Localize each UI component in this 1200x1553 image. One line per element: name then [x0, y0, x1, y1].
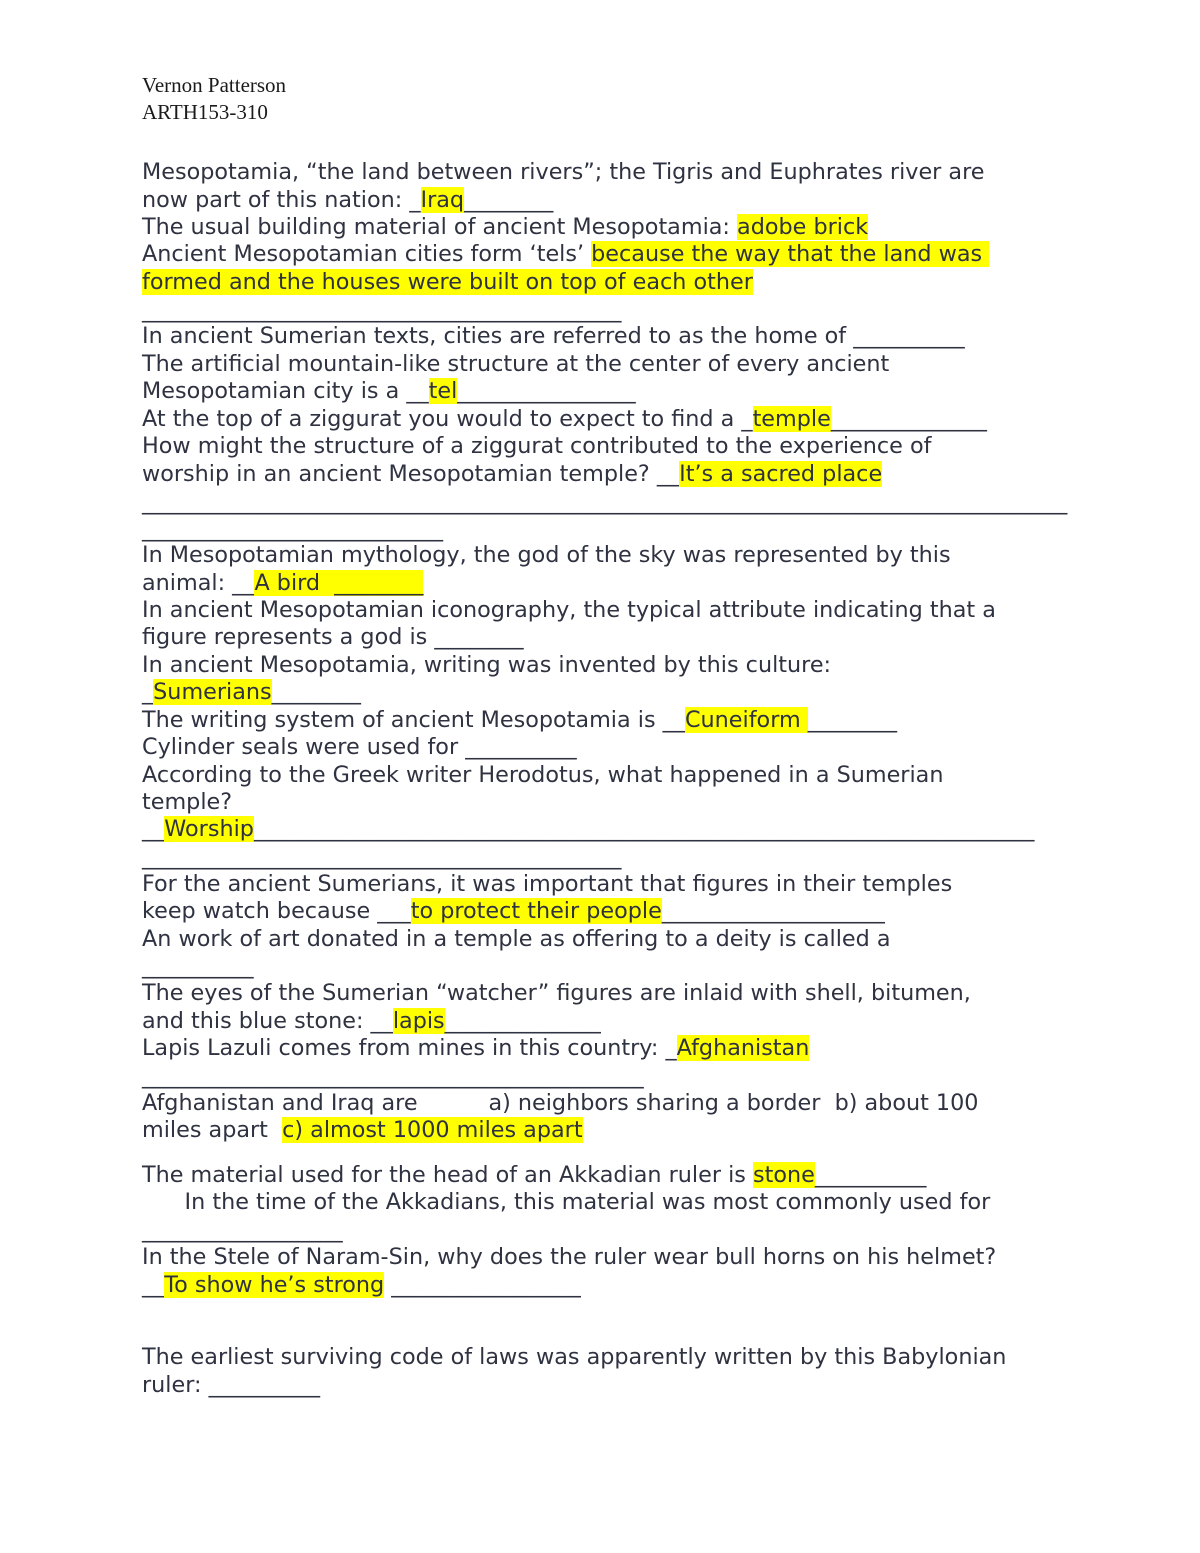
worksheet-line	[142, 569, 423, 597]
line-text: According to the Greek writer Herodotus, what happened in a Sumerian	[142, 762, 944, 788]
line-text: keep watch because ___	[142, 898, 411, 924]
worksheet-line	[142, 1089, 978, 1117]
worksheet-line	[142, 1034, 809, 1062]
worksheet-line	[142, 541, 951, 569]
highlighted-answer: Afghanistan	[676, 1035, 810, 1061]
highlighted-answer: formed and the houses were built on top of each other	[142, 269, 753, 295]
worksheet-line	[142, 761, 943, 789]
worksheet-line	[142, 788, 232, 816]
worksheet-line	[142, 733, 577, 761]
line-text: The material used for the head of an Akkadian ruler is	[142, 1162, 753, 1188]
highlighted-answer: Worship	[164, 816, 254, 842]
worksheet-line	[142, 678, 361, 706]
worksheet-line	[142, 350, 889, 378]
line-text: The usual building material of ancient Mesopotamia:	[142, 214, 738, 240]
highlighted-answer: It’s a sacred place	[679, 461, 883, 487]
line-text: ______________	[444, 1008, 601, 1034]
line-text: The earliest surviving code of laws was apparently written by this Babylonian	[142, 1344, 1007, 1370]
line-text: and this blue stone: __	[142, 1008, 393, 1034]
worksheet-line	[142, 651, 831, 679]
line-text: In the Stele of Naram-Sin, why does the ruler wear bull horns on his helmet?	[142, 1244, 997, 1270]
line-text: In ancient Mesopotamian iconography, the typical attribute indicating that a	[142, 597, 996, 623]
line-text: __________	[814, 1162, 927, 1188]
line-text: ________	[464, 187, 554, 213]
line-text: __________________	[142, 1217, 343, 1243]
line-text: __	[142, 1272, 165, 1298]
line-text: __________	[142, 953, 254, 979]
worksheet-line	[142, 515, 443, 543]
worksheet-line	[142, 843, 621, 871]
worksheet-line	[142, 1343, 1006, 1371]
worksheet-line	[142, 706, 897, 734]
student-name: Vernon Patterson	[142, 73, 287, 97]
worksheet-line	[142, 870, 952, 898]
line-text: miles apart	[142, 1117, 283, 1143]
line-text: worship in an ancient Mesopotamian temple? __	[142, 461, 680, 487]
line-text: ___________________________________________________________________________________	[142, 489, 1068, 515]
highlighted-answer: temple	[752, 406, 831, 432]
line-text: ruler: __________	[142, 1372, 321, 1398]
worksheet-line	[142, 488, 1067, 516]
worksheet-line	[142, 1116, 583, 1144]
line-text: ________	[271, 679, 361, 705]
highlighted-answer: adobe brick	[737, 214, 869, 240]
line-text: Mesopotamia, “the land between rivers”; the Tigris and Euphrates river are	[142, 159, 985, 185]
line-text: _____________________________________________	[142, 1063, 644, 1089]
line-text: The eyes of the Sumerian “watcher” figures are inlaid with shell, bitumen,	[142, 980, 971, 1006]
worksheet-line	[142, 1007, 601, 1035]
line-text: _	[142, 679, 154, 705]
line-text: For the ancient Sumerians, it was important that figures in their temples	[142, 871, 953, 897]
highlighted-answer: stone	[753, 1162, 815, 1188]
worksheet-line	[142, 1243, 996, 1271]
line-text: Afghanistan and Iraq are a) neighbors sharing a border b) about 100	[142, 1090, 979, 1116]
worksheet-line	[142, 322, 965, 350]
worksheet-line	[142, 1216, 343, 1244]
line-text: How might the structure of a ziggurat contributed to the experience of	[142, 433, 932, 459]
line-text: _________________	[384, 1272, 581, 1298]
line-text: ___________________________________________	[142, 297, 622, 323]
worksheet-line	[142, 1062, 644, 1090]
worksheet-line	[142, 405, 987, 433]
worksheet-line	[142, 952, 253, 980]
highlighted-answer: To show he’s strong	[164, 1272, 385, 1298]
worksheet-line	[142, 377, 636, 405]
highlighted-answer: because the way that the land was	[591, 241, 990, 267]
line-text: Cylinder seals were used for __________	[142, 734, 577, 760]
highlighted-answer: Cuneiform	[684, 707, 808, 733]
line-text: figure represents a god is ________	[142, 624, 524, 650]
line-text: In Mesopotamian mythology, the god of the sky was represented by this	[142, 542, 951, 568]
worksheet-line	[142, 979, 971, 1007]
line-text: In the time of the Akkadians, this material was most commonly used for	[142, 1189, 991, 1215]
line-text: The writing system of ancient Mesopotamia is __	[142, 707, 685, 733]
worksheet-line	[142, 186, 553, 214]
worksheet-line	[142, 296, 621, 324]
line-text: temple?	[142, 789, 233, 815]
line-text: ____________________	[661, 898, 885, 924]
worksheet-line	[142, 1371, 320, 1399]
line-text: In ancient Mesopotamia, writing was invented by this culture:	[142, 652, 832, 678]
worksheet-line	[142, 925, 891, 953]
highlighted-answer: lapis	[392, 1008, 445, 1034]
worksheet-line	[142, 1161, 926, 1189]
course-code: ARTH153-310	[142, 100, 268, 124]
highlighted-answer: Sumerians	[153, 679, 272, 705]
worksheet-line	[142, 1271, 581, 1299]
highlighted-answer: c) almost 1000 miles apart	[282, 1117, 583, 1143]
highlighted-answer: A bird ________	[254, 570, 424, 596]
line-text: ________	[807, 707, 897, 733]
line-text: Mesopotamian city is a __	[142, 378, 429, 404]
worksheet-line	[142, 240, 989, 268]
line-text: Lapis Lazuli comes from mines in this country: _	[142, 1035, 677, 1061]
worksheet-line	[142, 596, 996, 624]
line-text: Ancient Mesopotamian cities form ‘tels’	[142, 241, 592, 267]
line-text: ___________________________________________	[142, 844, 622, 870]
worksheet-line	[142, 158, 985, 186]
worksheet-line	[142, 268, 753, 296]
highlighted-answer: tel	[428, 378, 458, 404]
line-text: ______________________________________________________________________	[253, 816, 1035, 842]
line-text: animal: __	[142, 570, 255, 596]
line-text: An work of art donated in a temple as offering to a deity is called a	[142, 926, 891, 952]
worksheet-line	[142, 460, 882, 488]
highlighted-answer: to protect their people	[410, 898, 662, 924]
line-text: ________________	[457, 378, 636, 404]
line-text: In ancient Sumerian texts, cities are referred to as the home of __________	[142, 323, 965, 349]
worksheet-line	[142, 815, 1034, 843]
line-text: ______________	[830, 406, 987, 432]
line-text: The artificial mountain-like structure at the center of every ancient	[142, 351, 890, 377]
line-text: ___________________________	[142, 516, 444, 542]
line-text: now part of this nation: _	[142, 187, 421, 213]
worksheet-line	[142, 623, 524, 651]
line-text: __	[142, 816, 165, 842]
highlighted-answer: Iraq	[420, 187, 465, 213]
worksheet-line	[142, 213, 868, 241]
worksheet-line	[142, 897, 885, 925]
worksheet-line	[142, 432, 931, 460]
worksheet-line	[142, 1188, 990, 1216]
line-text: At the top of a ziggurat you would to expect to find a _	[142, 406, 753, 432]
